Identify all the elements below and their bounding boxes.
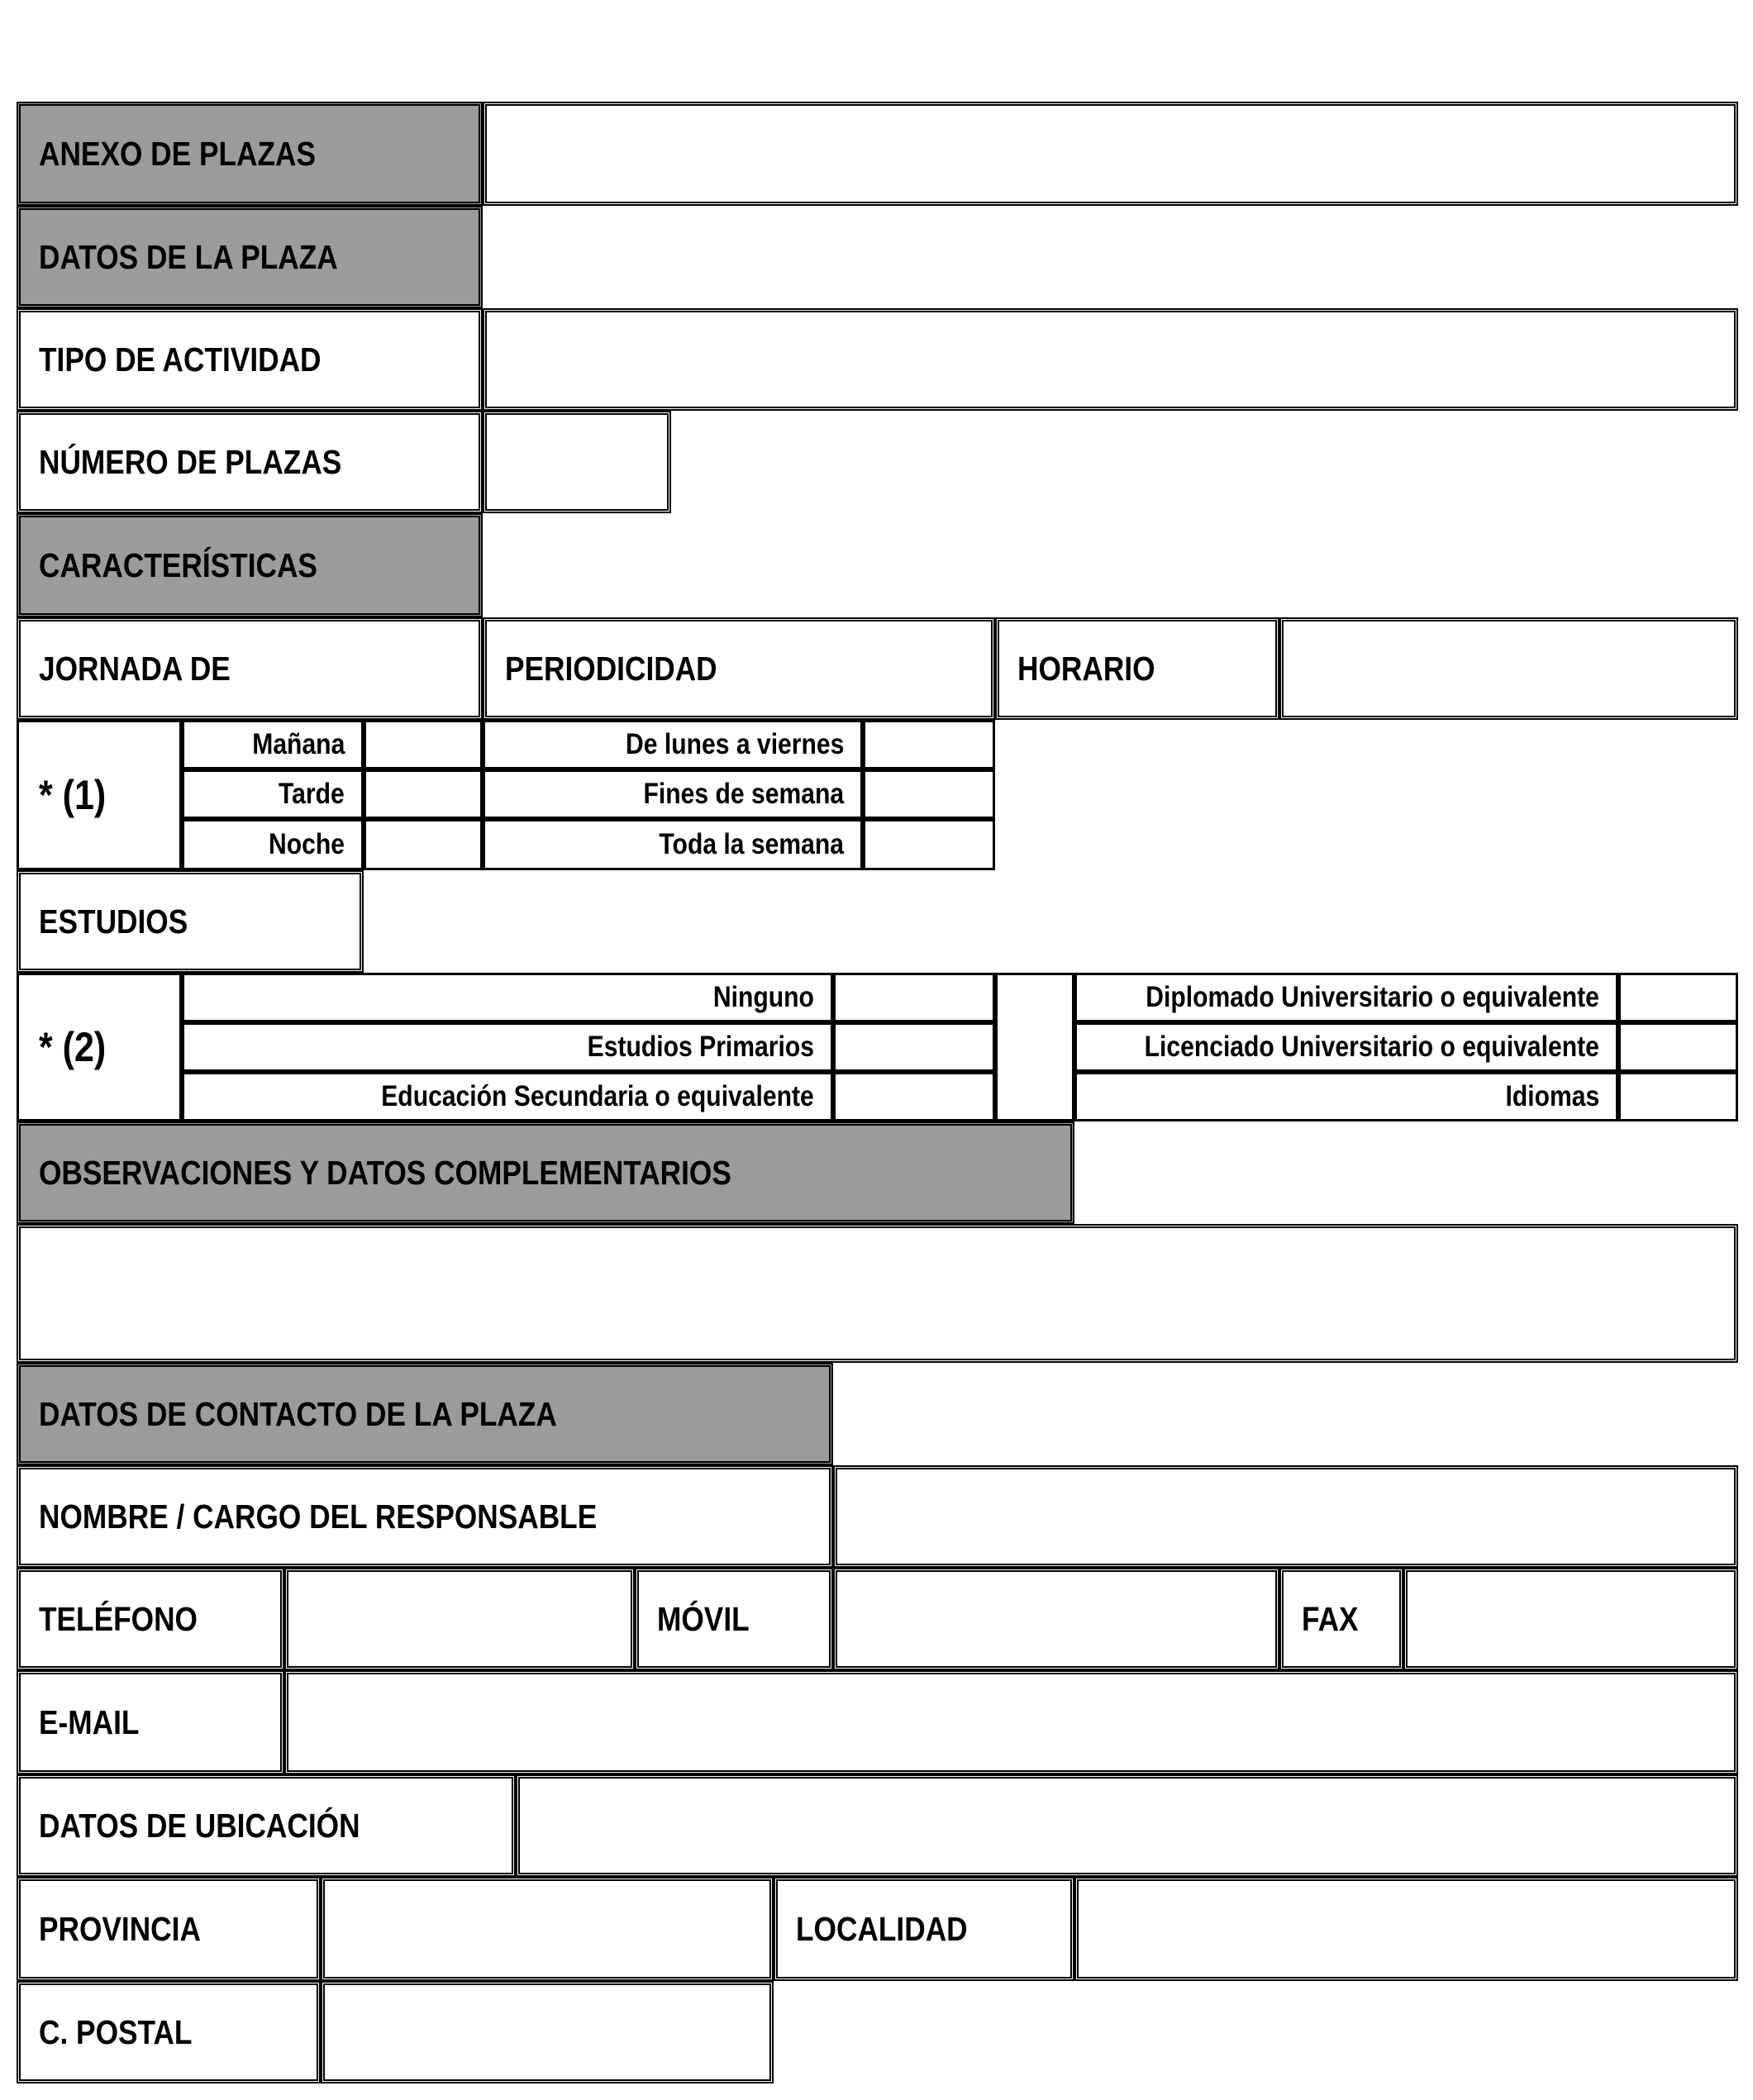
period-weekends-checkbox[interactable] (863, 769, 995, 819)
email-label: E-MAIL (39, 1702, 140, 1741)
province-field[interactable] (321, 1877, 774, 1981)
study-diploma-label: Diplomado Universitario o equivalente (1146, 981, 1599, 1013)
annex-field[interactable] (483, 102, 1738, 206)
contact-header-label: DATOS DE CONTACTO DE LA PLAZA (39, 1394, 557, 1433)
phone-label-cell (17, 1568, 284, 1670)
study-primary-checkbox[interactable] (833, 1022, 995, 1072)
email-field[interactable] (284, 1670, 1738, 1774)
shift-night-checkbox[interactable] (364, 819, 483, 870)
fax-label: FAX (1302, 1599, 1359, 1638)
period-weekends-label-cell (483, 769, 863, 819)
locality-label: LOCALIDAD (796, 1909, 968, 1948)
study-none-checkbox[interactable] (833, 973, 995, 1022)
shift-morning-label-cell (182, 720, 364, 769)
activity-type-label: TIPO DE ACTIVIDAD (39, 340, 322, 379)
location-field[interactable] (516, 1774, 1738, 1877)
schedule-field[interactable] (1279, 617, 1738, 720)
num-places-label-cell (17, 411, 483, 513)
annex-header (17, 102, 483, 206)
study-languages-label: Idiomas (1505, 1080, 1599, 1112)
schedule-label-cell (995, 617, 1279, 720)
postal-field[interactable] (321, 1981, 774, 2083)
phone-field[interactable] (284, 1568, 635, 1670)
studies-label-cell (17, 870, 364, 973)
note1-cell (17, 720, 182, 870)
responsible-label: NOMBRE / CARGO DEL RESPONSABLE (39, 1497, 598, 1536)
study-divider-cell (995, 973, 1074, 1121)
mobile-field[interactable] (833, 1568, 1279, 1670)
study-none-label: Ninguno (712, 981, 814, 1013)
note2-cell (17, 973, 182, 1121)
study-degree-label-cell (1074, 1022, 1618, 1072)
num-places-label: NÚMERO DE PLAZAS (39, 442, 342, 481)
place-data-header-label: DATOS DE LA PLAZA (39, 237, 338, 276)
study-degree-checkbox[interactable] (1618, 1022, 1738, 1072)
study-diploma-label-cell (1074, 973, 1618, 1022)
postal-label: C. POSTAL (39, 2012, 193, 2051)
shift-afternoon-label: Tarde (279, 778, 345, 810)
observations-header-label: OBSERVACIONES Y DATOS COMPLEMENTARIOS (39, 1153, 731, 1192)
study-secondary-checkbox[interactable] (833, 1072, 995, 1121)
periodicity-label: PERIODICIDAD (505, 649, 717, 688)
jornada-label: JORNADA DE (39, 649, 231, 688)
responsible-field[interactable] (833, 1465, 1738, 1568)
characteristics-header (17, 513, 483, 617)
locality-field[interactable] (1074, 1877, 1738, 1981)
period-weekends-label: Fines de semana (643, 778, 844, 810)
mobile-label: MÓVIL (657, 1599, 750, 1638)
period-allweek-label-cell (483, 819, 863, 870)
studies-label: ESTUDIOS (39, 902, 188, 940)
province-label-cell (17, 1877, 321, 1981)
responsible-label-cell (17, 1465, 833, 1568)
place-data-header (17, 206, 483, 308)
periodicity-label-cell (483, 617, 995, 720)
observations-field[interactable] (17, 1224, 1738, 1363)
num-places-field[interactable] (483, 411, 671, 513)
study-primary-label: Estudios Primarios (587, 1031, 814, 1063)
study-diploma-checkbox[interactable] (1618, 973, 1738, 1022)
province-label: PROVINCIA (39, 1909, 201, 1948)
activity-type-label-cell (17, 308, 483, 411)
shift-morning-checkbox[interactable] (364, 720, 483, 769)
fax-field[interactable] (1403, 1568, 1738, 1670)
shift-afternoon-checkbox[interactable] (364, 769, 483, 819)
period-weekdays-label-cell (483, 720, 863, 769)
contact-header (17, 1363, 833, 1465)
email-label-cell (17, 1670, 284, 1774)
postal-label-cell (17, 1981, 321, 2083)
shift-night-label: Noche (269, 828, 345, 860)
fax-label-cell (1279, 1568, 1403, 1670)
period-allweek-label: Toda la semana (659, 828, 844, 860)
period-weekdays-label: De lunes a viernes (625, 728, 844, 760)
locality-label-cell (774, 1877, 1074, 1981)
study-degree-label: Licenciado Universitario o equivalente (1144, 1031, 1599, 1063)
study-languages-checkbox[interactable] (1618, 1072, 1738, 1121)
study-none-label-cell (182, 973, 833, 1022)
location-label-cell (17, 1774, 516, 1877)
activity-type-field[interactable] (483, 308, 1738, 411)
jornada-label-cell (17, 617, 483, 720)
phone-label: TELÉFONO (39, 1599, 198, 1638)
study-languages-label-cell (1074, 1072, 1618, 1121)
mobile-label-cell (635, 1568, 833, 1670)
note1-label: * (1) (39, 772, 107, 818)
study-secondary-label: Educación Secundaria o equivalente (381, 1080, 814, 1112)
characteristics-header-label: CARACTERÍSTICAS (39, 545, 317, 584)
schedule-label: HORARIO (1017, 649, 1155, 688)
shift-afternoon-label-cell (182, 769, 364, 819)
observations-header (17, 1121, 1074, 1224)
shift-morning-label: Mañana (251, 728, 345, 760)
location-label: DATOS DE UBICACIÓN (39, 1806, 360, 1845)
annex-header-label: ANEXO DE PLAZAS (39, 134, 317, 173)
period-weekdays-checkbox[interactable] (863, 720, 995, 769)
shift-night-label-cell (182, 819, 364, 870)
note2-label: * (2) (39, 1024, 107, 1070)
study-secondary-label-cell (182, 1072, 833, 1121)
period-allweek-checkbox[interactable] (863, 819, 995, 870)
study-primary-label-cell (182, 1022, 833, 1072)
